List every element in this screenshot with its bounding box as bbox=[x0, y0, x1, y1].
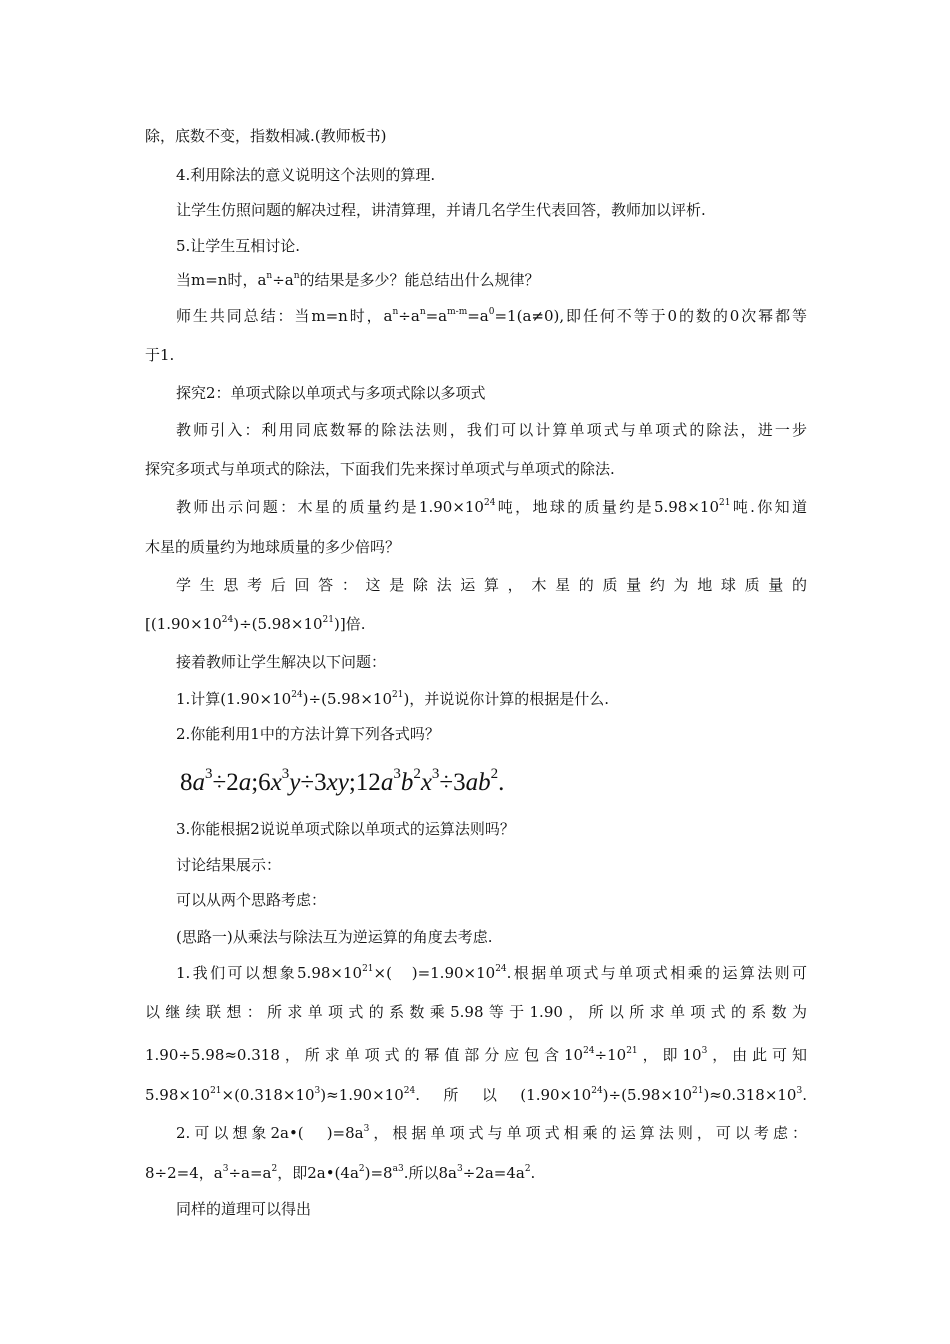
math-formula: $8a^3\div 2a;6x^3y\div 3xy;12a^3b^2x^3\div 3ab^2$. bbox=[180, 765, 505, 796]
text-line: 2.你能利用1中的方法计算下列各式吗？ bbox=[176, 725, 440, 743]
text-line: 当m=n时，$a^n\div a^n$的结果是多少？能总结出什么规律？ bbox=[176, 271, 540, 289]
text-line: 1.计算$(1.90\times 10^{24})\div(5.98\times 10^{21})$，并说说你计算的根据是什么. bbox=[176, 690, 610, 708]
text-line: 让学生仿照问题的解决过程，讲清算理，并请几名学生代表回答，教师加以评析. bbox=[176, 201, 706, 219]
text-line: 2.可以想象2a•( )$=8a^3$，根据单项式与单项式相乘的运算法则，可以考虑： bbox=[176, 1124, 807, 1142]
text-line: 教师引入：利用同底数幂的除法法则，我们可以计算单项式与单项式的除法，进一步 bbox=[176, 421, 807, 439]
text-line: 师生共同总结：当m=n时，$a^n\div a^n=a^{m-m}=a^0=1(a\ne 0)$,即任何不等于0的数的0次幂都等 bbox=[176, 307, 807, 325]
text-line: 讨论结果展示： bbox=[176, 856, 282, 874]
text-line: 3.你能根据2说说单项式除以单项式的运算法则吗？ bbox=[176, 820, 515, 838]
text-line: 5.让学生互相讨论. bbox=[176, 237, 301, 255]
text-line: $5.98\times 10^{21}\times(0.318\times 10^3)\approx 1.90\times 10^{24}$.所以$(1.90\times 10^{24})\div(5.98\times 10^{21})\approx 0.318\times 10^3$. bbox=[145, 1086, 807, 1104]
text-line: (思路一)从乘法与除法互为逆运算的角度去考虑. bbox=[176, 928, 493, 946]
text-line: 1.我们可以想象$5.98\times 10^{21}\times$( )$=1.90\times 10^{24}$.根据单项式与单项式相乘的运算法则可 bbox=[176, 964, 807, 982]
text-line: 木星的质量约为地球质量的多少倍吗？ bbox=[145, 538, 401, 556]
text-line: 于1. bbox=[145, 346, 175, 364]
text-line: 接着教师让学生解决以下问题： bbox=[176, 653, 387, 671]
text-line: 以继续联想：所求单项式的系数乘5.98等于1.90，所以所求单项式的系数为 bbox=[145, 1003, 807, 1021]
section-heading: 探究2：单项式除以单项式与多项式除以多项式 bbox=[176, 384, 486, 402]
text-line: 学生思考后回答：这是除法运算，木星的质量约为地球质量的 bbox=[176, 576, 807, 594]
text-line: $[(1.90\times 10^{24})\div(5.98\times 10^{21})]$倍. bbox=[145, 615, 366, 633]
text-line: 8÷2=4，$a^3\div a=a^2$，即$2a•(4a^2)=8^{a3}$.所以$8a^3\div 2a=4a^2$. bbox=[145, 1164, 536, 1182]
text-line: 除，底数不变，指数相减.(教师板书) bbox=[145, 127, 387, 145]
text-line: 同样的道理可以得出 bbox=[176, 1200, 312, 1218]
text-line: 4.利用除法的意义说明这个法则的算理. bbox=[176, 166, 436, 184]
text-line: 可以从两个思路考虑： bbox=[176, 891, 327, 909]
text-line: 1.90÷5.98≈0.318，所求单项式的幂值部分应包含$10^{24}\div 10^{21}$，即$10^3$，由此可知 bbox=[145, 1046, 807, 1064]
text-line: 探究多项式与单项式的除法，下面我们先来探讨单项式与单项式的除法. bbox=[145, 460, 615, 478]
text-line: 教师出示问题：木星的质量约是$1.90\times 10^{24}$吨，地球的质量约是$5.98\times 10^{21}$吨.你知道 bbox=[176, 498, 807, 516]
